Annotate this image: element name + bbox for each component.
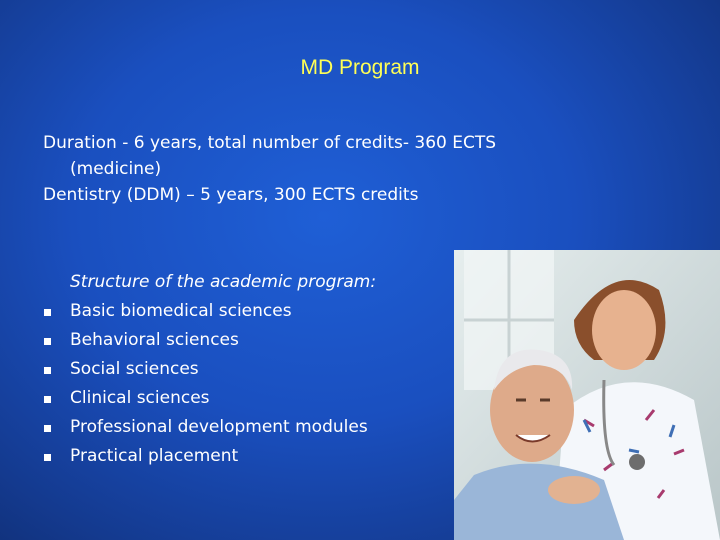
structure-list <box>42 297 462 471</box>
list-item-label: Basic biomedical sciences <box>70 301 292 321</box>
structure-section <box>42 268 462 471</box>
program-duration-text <box>43 130 643 208</box>
square-bullet-icon <box>44 309 51 316</box>
slide-title: MD Program <box>300 56 420 79</box>
square-bullet-icon <box>44 338 51 345</box>
list-item-label: Clinical sciences <box>70 388 210 408</box>
square-bullet-icon <box>44 454 51 461</box>
list-item-label: Social sciences <box>70 359 199 379</box>
photo-illustration <box>454 250 720 540</box>
list-item <box>42 297 462 326</box>
list-item <box>42 326 462 355</box>
list-item-label: Practical placement <box>70 446 239 466</box>
duration-line-continued: (medicine) <box>70 159 162 179</box>
square-bullet-icon <box>44 396 51 403</box>
list-item <box>42 355 462 384</box>
square-bullet-icon <box>44 425 51 432</box>
list-item-label: Professional development modules <box>70 417 368 437</box>
list-item <box>42 384 462 413</box>
list-item <box>42 413 462 442</box>
nurse-and-patient-photo <box>454 250 720 540</box>
structure-heading: Structure of the academic program: <box>70 272 377 292</box>
duration-line: Duration - 6 years, total number of credits- 360 ECTS <box>43 133 497 153</box>
list-item <box>42 442 462 471</box>
list-item-label: Behavioral sciences <box>70 330 239 350</box>
dentistry-line: Dentistry (DDM) – 5 years, 300 ECTS credits <box>43 185 419 205</box>
square-bullet-icon <box>44 367 51 374</box>
